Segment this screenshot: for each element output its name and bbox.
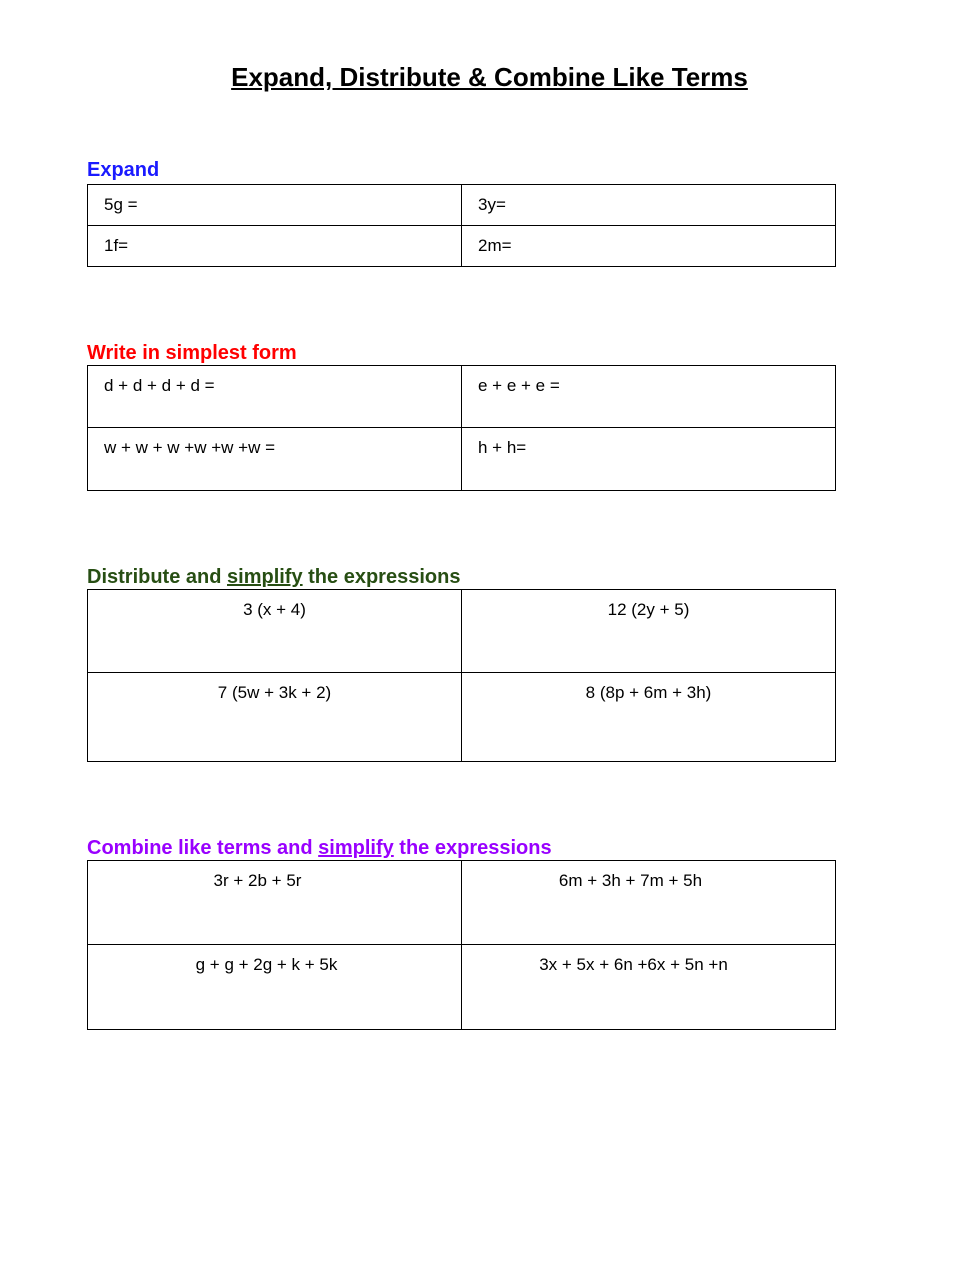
combine-heading-pre: Combine like terms and	[87, 837, 319, 859]
distribute-cell: 3 (x + 4)	[88, 590, 462, 673]
distribute-cell: 7 (5w + 3k + 2)	[88, 673, 462, 762]
table-row	[88, 945, 836, 1030]
expand-table	[87, 184, 836, 267]
distribute-cell: 12 (2y + 5)	[462, 590, 836, 673]
simplest-form-cell: e + e + e =	[462, 366, 836, 428]
combine-cell: 3x + 5x + 6n +6x + 5n +n	[462, 945, 836, 1030]
table-row	[88, 366, 836, 428]
simplest-form-table	[87, 365, 836, 491]
combine-table	[87, 860, 836, 1030]
distribute-table	[87, 589, 836, 762]
table-row	[88, 861, 836, 945]
simplest-form-heading: Write in simplest form	[87, 342, 297, 364]
table-row	[88, 428, 836, 491]
combine-heading-simplify: simplify	[318, 837, 394, 859]
expand-cell: 3y=	[462, 185, 836, 226]
simplest-form-cell: d + d + d + d =	[88, 366, 462, 428]
table-row	[88, 226, 836, 267]
table-row	[88, 673, 836, 762]
combine-heading	[87, 836, 552, 860]
distribute-heading	[87, 565, 460, 589]
expand-heading: Expand	[87, 159, 160, 181]
table-row	[88, 590, 836, 673]
simplest-form-cell: w + w + w +w +w +w =	[88, 428, 462, 491]
combine-cell: g + g + 2g + k + 5k	[88, 945, 462, 1030]
combine-cell: 3r + 2b + 5r	[88, 861, 462, 945]
distribute-cell: 8 (8p + 6m + 3h)	[462, 673, 836, 762]
expand-cell: 1f=	[88, 226, 462, 267]
expand-cell: 5g =	[88, 185, 462, 226]
simplest-form-cell: h + h=	[462, 428, 836, 491]
expand-cell: 2m=	[462, 226, 836, 267]
distribute-heading-simplify: simplify	[227, 566, 303, 588]
combine-heading-post: the expressions	[393, 837, 552, 859]
table-row	[88, 185, 836, 226]
distribute-heading-post: the expressions	[302, 566, 461, 588]
page-title: Expand, Distribute & Combine Like Terms	[231, 62, 748, 92]
distribute-heading-pre: Distribute and	[87, 566, 228, 588]
combine-cell: 6m + 3h + 7m + 5h	[462, 861, 836, 945]
